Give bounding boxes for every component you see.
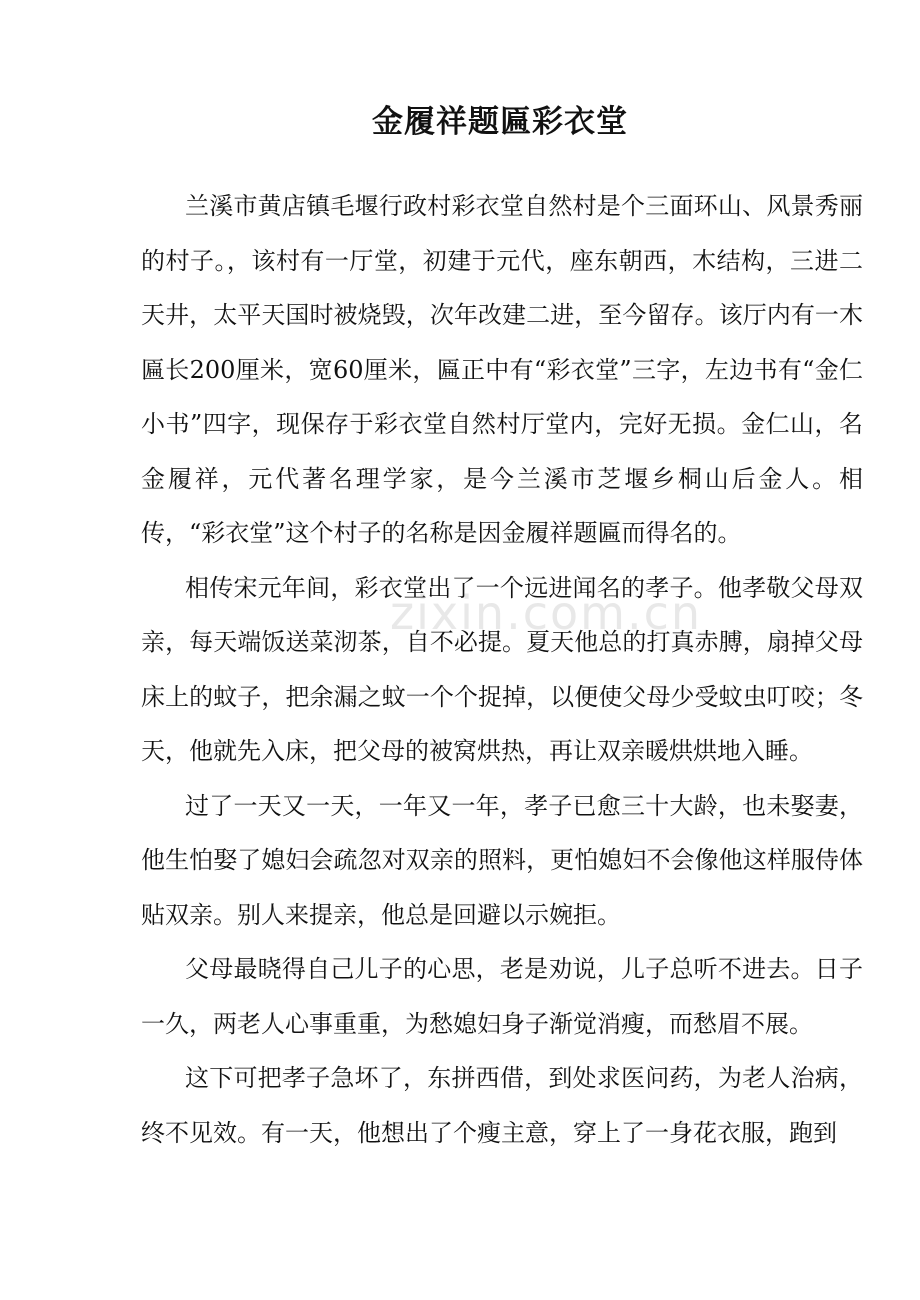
watermark: zixin.com.cn [390, 586, 703, 640]
paragraph: 这下可把孝子急坏了，东拼西借，到处求医问药，为老人治病，终不见效。有一天，他想出了个瘦主意，穿上了一身花衣服，跑到 [141, 1064, 863, 1147]
paragraph: 父母最晓得自己儿子的心思，老是劝说，儿子总听不进去。日子一久，两老人心事重重，为愁媳妇身子渐觉消瘦，而愁眉不展。 [141, 955, 863, 1038]
paragraph: 兰溪市黄店镇毛堰行政村彩衣堂自然村是个三面环山、风景秀丽的村子。，该村有一厅堂，初建于元代，座东朝西，木结构，三进二天井，太平天国时被烧毁，次年改建二进，至今留存。该厅内有一木匾长200厘米，宽60厘米，匾正中有“彩衣堂”三字，左边书有“金仁小书”四字，现保存于彩衣堂自然村厅堂内，完好无损。金仁山，名金履祥，元代著名理学家，是今兰溪市芝堰乡桐山后金人。相传，“彩衣堂”这个村子的名称是因金履祥题匾而得名的。 [141, 192, 863, 547]
paragraph: 相传宋元年间，彩衣堂出了一个远进闻名的孝子。他孝敬父母双亲，每天端饭送菜沏茶，自不必提。夏天他总的打真赤膊，扇掉父母床上的蚊子，把余漏之蚊一个个捉掉，以便使父母少受蚊虫叮咬；冬天，他就先入床，把父母的被窝烘热，再让双亲暖烘烘地入睡。 [141, 573, 863, 765]
document-body [141, 179, 863, 1160]
paragraph: 过了一天又一天，一年又一年，孝子已愈三十大龄，也未娶妻，他生怕娶了媳妇会疏忽对双亲的照料，更怕媳妇不会像他这样服侍体贴双亲。别人来提亲，他总是回避以示婉拒。 [141, 791, 863, 929]
document-title: 金履祥题匾彩衣堂 [372, 104, 628, 140]
